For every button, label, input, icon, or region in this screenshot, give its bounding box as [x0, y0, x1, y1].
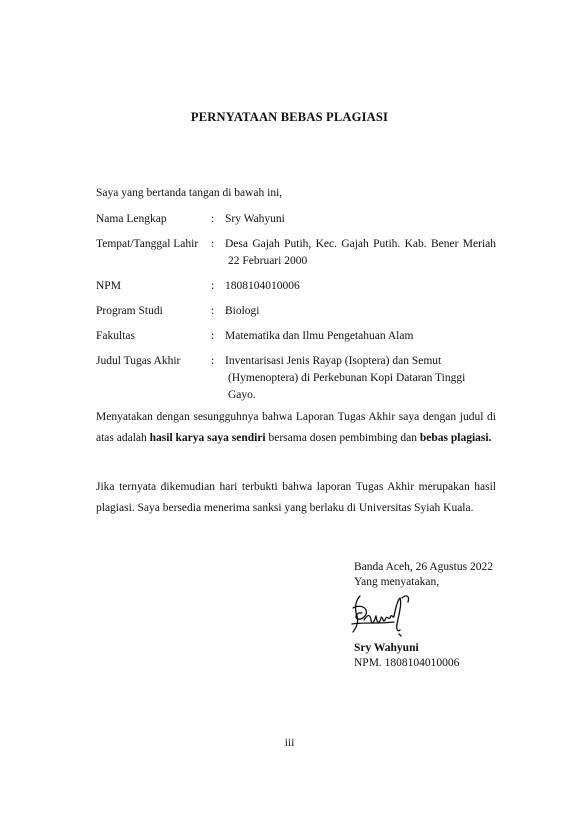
signer-name: Sry Wahyuni: [354, 642, 419, 654]
field-value-line: Inventarisasi Jenis Rayap (Isoptera) dan Semut: [225, 355, 442, 367]
closing-text: Yang menyatakan,: [354, 576, 440, 588]
field-colon: :: [211, 213, 215, 225]
field-label: Judul Tugas Akhir: [96, 355, 181, 367]
field-colon: :: [211, 305, 215, 317]
field-value-line: Desa Gajah Putih, Kec. Gajah Putih. Kab. Bener Meriah: [225, 238, 496, 250]
declaration-paragraph: Jika ternyata dikemudian hari terbukti bahwa laporan Tugas Akhir merupakan hasil plagiasi. Saya bersedia menerima sanksi yang berlaku di Universitas Syiah Kuala.: [96, 481, 496, 514]
field-label: Fakultas: [96, 330, 135, 342]
field-colon: :: [211, 280, 215, 292]
field-value-line: 22 Februari 2000: [228, 255, 308, 267]
document-title: PERNYATAAN BEBAS PLAGIASI: [190, 110, 389, 124]
statement-emphasis: bebas plagiasi.: [419, 432, 492, 444]
statement-text: bersama dosen pembimbing dan: [265, 432, 420, 444]
field-value-line: Gayo.: [228, 389, 256, 401]
field-label: NPM: [96, 280, 121, 292]
field-colon: :: [211, 355, 215, 367]
field-colon: :: [211, 238, 215, 250]
intro-text: Saya yang bertanda tangan di bawah ini,: [96, 187, 283, 199]
field-colon: :: [211, 330, 215, 342]
statement-emphasis: hasil karya saya sendiri: [149, 432, 266, 444]
statement-paragraph: [96, 407, 496, 449]
signer-npm: NPM. 1808104010006: [354, 657, 460, 669]
field-value: Biologi: [225, 305, 260, 317]
page-number: iii: [284, 737, 295, 749]
signature-footer: [354, 641, 534, 671]
field-label: Program Studi: [96, 305, 163, 317]
field-value-line: (Hymenoptera) di Perkebunan Kopi Dataran Tinggi: [228, 372, 466, 384]
field-value: Sry Wahyuni: [225, 213, 285, 225]
field-label: Nama Lengkap: [96, 213, 167, 225]
place-date: Banda Aceh, 26 Agustus 2022: [354, 561, 493, 573]
handwritten-signature: [350, 590, 420, 642]
field-value: Matematika dan Ilmu Pengetahuan Alam: [225, 330, 414, 342]
statement-text: Menyatakan dengan sesungguhnya bahwa Laporan Tugas Akhir saya dengan judul di atas adalah: [96, 411, 496, 444]
field-label: Tempat/Tanggal Lahir: [96, 238, 199, 250]
signature-header: [354, 560, 534, 590]
field-value: 1808104010006: [225, 280, 300, 292]
